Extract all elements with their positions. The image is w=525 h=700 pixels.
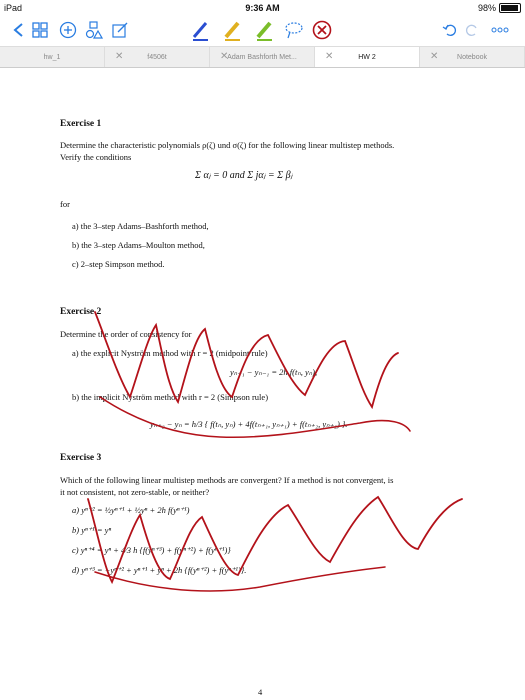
exercise-2-formula-a: yₙ₊₁ − yₙ₋₁ = 2h f(tₙ, yₙ),	[230, 367, 318, 377]
battery-percent: 98%	[477, 3, 496, 13]
close-tab-icon[interactable]: ✕	[430, 51, 439, 62]
battery-indicator	[478, 3, 521, 13]
exercise-3-text: Which of the following linear multistep methods are convergent? If a method is not convergent, is	[60, 475, 394, 485]
status-bar	[0, 0, 525, 16]
device-label: iPad	[4, 3, 23, 13]
close-tab-icon[interactable]: ✕	[325, 51, 334, 62]
tab-label: Adam Bashforth Met...	[227, 53, 297, 61]
add-icon[interactable]	[58, 20, 78, 40]
document-page[interactable]	[0, 67, 525, 700]
exercise-1-text-2: Verify the conditions	[60, 152, 132, 162]
tab-bar	[0, 46, 525, 68]
tab-notebook[interactable]	[420, 47, 525, 67]
shapes-icon[interactable]	[84, 20, 104, 40]
tab-f4506t[interactable]	[105, 47, 210, 67]
edit-icon[interactable]	[110, 20, 130, 40]
list-item: a) yⁿ⁺² = ½yⁿ⁺¹ + ½yⁿ + 2h f(yⁿ⁺¹)	[72, 505, 190, 515]
exercise-1-for: for	[60, 199, 70, 209]
close-tab-icon[interactable]: ✕	[220, 51, 229, 62]
exercise-2-text: Determine the order of consistency for	[60, 329, 192, 339]
tab-label: Notebook	[457, 53, 487, 61]
list-item: a) the 3–step Adams–Bashforth method,	[72, 221, 209, 231]
ink-stroke-ex3	[88, 497, 462, 582]
ink-stroke-ex2-tail	[100, 397, 410, 437]
exercise-3-title: Exercise 3	[60, 453, 102, 463]
back-chevron-icon[interactable]	[8, 20, 28, 40]
clock: 9:36 AM	[245, 3, 280, 13]
list-item: b) the 3–step Adams–Moulton method,	[72, 240, 205, 250]
tab-label: hw_1	[43, 53, 61, 61]
close-icon[interactable]	[312, 20, 332, 40]
page-number: 4	[258, 687, 263, 697]
list-item: b) yⁿ⁺¹ = yⁿ	[72, 525, 112, 535]
redo-icon[interactable]	[462, 20, 482, 40]
lasso-icon[interactable]	[284, 20, 304, 40]
close-tab-icon[interactable]: ✕	[115, 51, 124, 62]
exercise-2-item-b: b) the implicit Nyström method with r = 2 (Simpson rule)	[72, 392, 269, 402]
tab-adams-bashforth[interactable]	[210, 47, 315, 67]
tab-hw1[interactable]	[0, 47, 105, 67]
exercise-1-title: Exercise 1	[60, 119, 102, 129]
tab-hw2[interactable]	[315, 47, 420, 67]
ink-stroke-ex2	[95, 312, 398, 407]
list-item: c) yⁿ⁺⁴ = yⁿ + 4⁄3 h {f(yⁿ⁺³) + f(yⁿ⁺²) + f(yⁿ⁺¹)}	[72, 545, 231, 555]
exercise-2-title: Exercise 2	[60, 307, 102, 317]
battery-icon	[499, 3, 521, 13]
pen-icon[interactable]	[190, 20, 210, 40]
more-icon[interactable]	[490, 20, 510, 40]
list-item: d) yⁿ⁺³ = −yⁿ⁺² + yⁿ⁺¹ + yⁿ + 2h {f(yⁿ⁺²) + f(yⁿ⁺¹)}.	[72, 565, 247, 575]
grid-icon[interactable]	[30, 20, 50, 40]
exercise-2-formula-b: yₙ₊₂ − yₙ = h/3 { f(tₙ, yₙ) + 4f(tₙ₊₁, yₙ₊₁) + f(tₙ₊₂, yₙ₊₂) }.	[150, 419, 348, 429]
list-item: c) 2–step Simpson method.	[72, 259, 165, 269]
tab-label: HW 2	[358, 53, 376, 61]
eraser-icon[interactable]	[254, 20, 274, 40]
toolbar	[0, 16, 525, 44]
undo-icon[interactable]	[440, 20, 460, 40]
exercise-2-item-a: a) the explicit Nyström method with r = 2 (midpoint rule)	[72, 348, 268, 358]
exercise-1-text: Determine the characteristic polynomials ρ(ζ) und σ(ζ) for the following linear multistep methods.	[60, 140, 395, 150]
highlighter-icon[interactable]	[222, 20, 242, 40]
exercise-1-formula: Σ αⱼ = 0 and Σ jαⱼ = Σ βⱼ	[195, 170, 293, 181]
tab-label: f4506t	[147, 53, 167, 61]
handwriting-ink	[0, 67, 525, 700]
exercise-3-text-2: it not consistent, not zero-stable, or neither?	[60, 487, 210, 497]
